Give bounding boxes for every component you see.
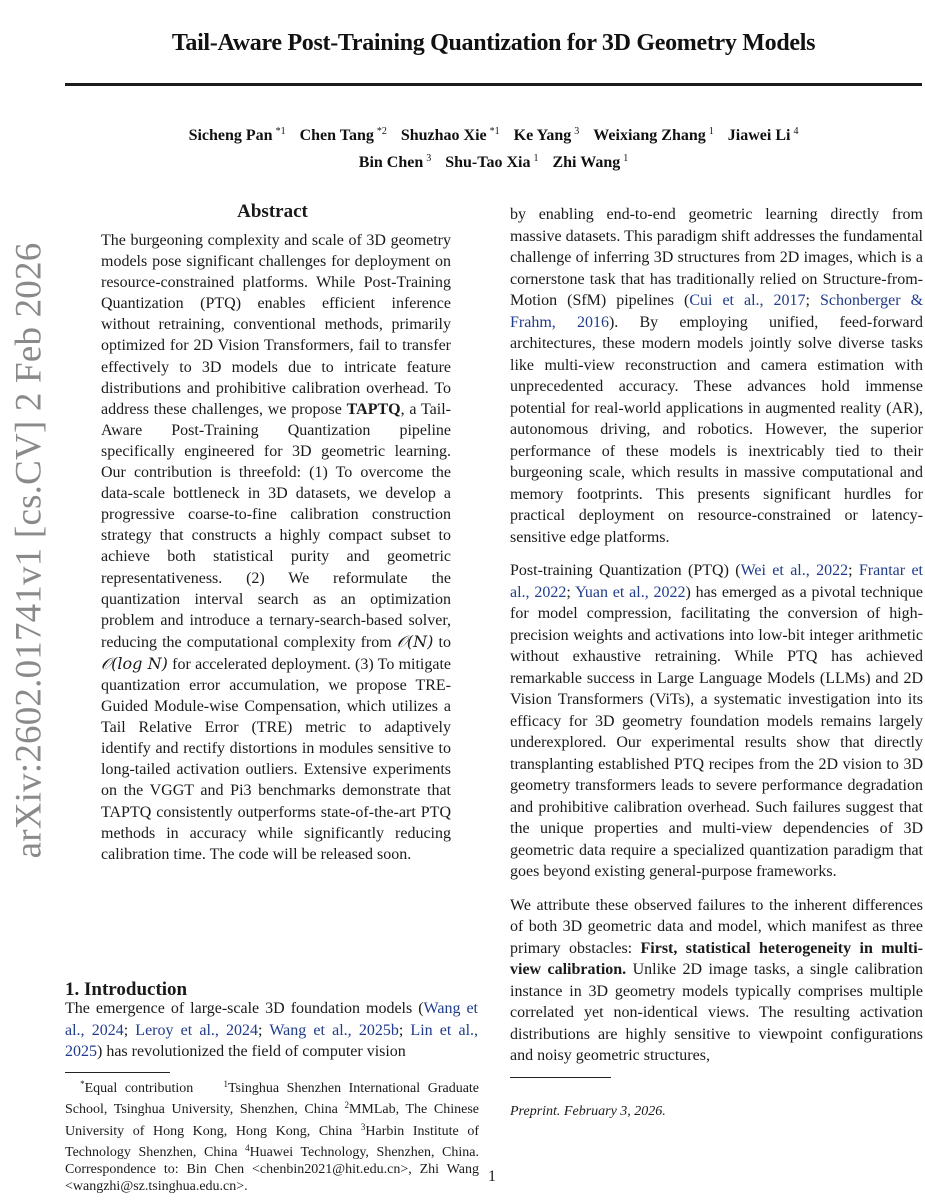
correspondence-note: Correspondence to: Bin Chen <chenbin2021@hit.edu.cn>, Zhi Wang <wangzhi@sz.tsinghua.edu.cn>. (65, 1162, 479, 1195)
author (593, 127, 713, 144)
author-name: Chen Tang (299, 127, 374, 144)
footnote-rule (65, 1072, 170, 1073)
body-text: Unlike 2D image tasks, a single calibration instance in 3D geometry models typically comprises multiple correlated yet non-identical views. The resulting activation distributions are highly sensitive to viewpoint configurations and noisy geometric structures, (510, 961, 924, 1064)
author-affiliation-mark: 3 (426, 153, 432, 164)
citation-link[interactable]: Cui et al., 2017 (689, 292, 806, 309)
abstract-text: to (433, 633, 452, 651)
citation-link[interactable]: Wang et al., 2025b (269, 1021, 399, 1039)
citation-link[interactable]: Wei et al., 2022 (740, 562, 849, 579)
author-affiliation-mark: *1 (489, 126, 500, 137)
title-rule-divider (65, 83, 922, 86)
author-affiliation-mark: *1 (275, 126, 286, 137)
citation-link[interactable]: Lin et al., 2025 (65, 1021, 479, 1060)
complexity-from-math: 𝒪(N) (396, 631, 434, 651)
author (728, 127, 799, 144)
author-list (65, 120, 922, 174)
author-affiliation-mark: 4 (793, 126, 799, 137)
left-column (65, 200, 480, 865)
author (445, 154, 538, 171)
method-name: TAPTQ (346, 400, 401, 418)
right-column (510, 204, 923, 1079)
citation-separator: ; (123, 1021, 136, 1039)
author-line-1 (65, 120, 922, 147)
citation-link[interactable]: Wang et al., 2024 (65, 1000, 479, 1039)
section-heading-introduction: 1. Introduction (65, 978, 188, 1000)
author (300, 127, 387, 144)
footnote-mark: 3 (360, 1121, 366, 1132)
citation-separator: ; (848, 562, 859, 579)
affiliations-footnote (65, 1076, 479, 1196)
abstract-heading: Abstract (237, 201, 308, 222)
complexity-to-math: 𝒪(log N) (101, 653, 168, 673)
arxiv-identifier-stamp (4, 200, 54, 900)
author-line-2 (65, 147, 922, 174)
author-name: Zhi Wang (552, 154, 621, 171)
abstract-body (101, 230, 451, 865)
body-text: We attribute these observed failures to the inherent differences of both 3D geometric data and model, which manifest as three primary obstacles: (510, 896, 923, 957)
citation-link[interactable]: Yuan et al., 2022 (575, 583, 686, 601)
author-affiliation-mark: 1 (623, 153, 629, 164)
obstacle-highlight: First, statistical heterogeneity in multi-view calibration. (510, 939, 923, 978)
footnote-mark: 1 (223, 1079, 228, 1089)
author-affiliation-mark: 3 (574, 126, 580, 137)
author (401, 127, 500, 144)
author-affiliation-mark: 1 (533, 153, 539, 164)
footnote-mark: 2 (344, 1100, 349, 1111)
introduction-paragraph-1-start (65, 998, 478, 1063)
body-text: ) has revolutionized the field of computer vision (97, 1043, 406, 1060)
introduction-paragraph-3 (510, 895, 923, 1067)
body-text: ). By employing unified, feed-forward architectures, these modern models jointly solve diverse tasks like multi-view reconstruction and camera estimation with unprecedented accuracy. These advances hold immense potential for real-world applications in augmented reality (AR), autonomous driving, and robotics. However, the superior performance of these models is inextricably tied to their burgeoning scale, which results in massive computational and memory footprints. This presents significant hurdles for practical deployment on resource-constrained or latency-sensitive edge platforms. (510, 313, 923, 546)
author (514, 127, 580, 144)
body-text: The emergence of large-scale 3D foundation models ( (65, 1000, 424, 1017)
abstract-text: The burgeoning complexity and scale of 3D geometry models pose significant challenges for deployment on resource-constrained platforms. While Post-Training Quantization (PTQ) enables efficient inference without retraining, conventional methods, primarily optimized for 2D Vision Transformers, fail to transfer effectively to 3D models due to intricate feature distributions and prohibitive calibration overhead. To address these challenges, we propose (101, 232, 451, 418)
introduction-paragraph-2 (510, 560, 923, 883)
author-name: Bin Chen (358, 154, 424, 171)
citation-separator: ; (258, 1021, 270, 1039)
affiliation-4: Huawei Technology, Shenzhen, China. (249, 1144, 479, 1160)
arxiv-identifier-text: arXiv:2602.01741v1 [cs.CV] 2 Feb 2026 (8, 242, 50, 858)
abstract-text: , a Tail-Aware Post-Training Quantization pipeline specifically engineered for 3D geometric learning. Our contribution is threefold: (1) To overcome the data-scale bottleneck in 3D datasets, we develop a progressive coarse-to-fine calibration construction strategy that constructs a highly compact subset to achieve both statistical purity and geometric representativeness. (2) We reformulate the quantization interval search as an optimization problem and introduce a ternary-search-based solver, reducing the computational complexity from (101, 400, 451, 651)
citation-separator: ; (805, 292, 820, 309)
abstract-text: for accelerated deployment. (3) To mitigate quantization error accumulation, we propose TRE-Guided Module-wise Compensation, which utilizes a Tail Relative Error (TRE) metric to adaptively identify and rectify distortions in modules sensitive to long-tailed activation outliers. Extensive experiments on the VGGT and Pi3 benchmarks demonstrate that TAPTQ consistently outperforms state-of-the-art PTQ methods in accuracy while significantly reducing calibration time. The code will be released soon. (101, 655, 451, 863)
author (552, 154, 628, 171)
introduction-paragraph-1-continued (510, 204, 923, 548)
author-name: Jiawei Li (727, 127, 791, 144)
citation-separator: ; (398, 1021, 411, 1039)
affiliation-1: Tsinghua Shenzhen International Graduate School, Tsinghua University, Shenzhen, China (65, 1081, 480, 1118)
footnote-rule (510, 1077, 611, 1078)
body-text: ) has emerged as a pivotal technique for model compression, facilitating the conversion of high-precision weights and activations into low-bit integer arithmetic without exhaustive retraining. While PTQ has achieved remarkable success in Large Language Models (LLMs) and 2D Vision Transformers (ViTs), a systematic investigation into its efficacy for 3D geometry foundation models remains largely underexplored. Our experimental results show that directly transplanting established PTQ recipes from the 2D vision to 3D geometry transformers leads to severe performance degradation and prohibitive calibration overhead. Such failures suggest that the unique properties and multi-view dependencies of 3D geometric data require a specialized quantization paradigm that goes beyond existing general-purpose frameworks. (510, 583, 923, 880)
equal-contribution-note: Equal contribution (84, 1081, 194, 1096)
author-affiliation-mark: 1 (708, 126, 714, 137)
author-name: Ke Yang (513, 127, 572, 144)
author (189, 127, 286, 144)
author-name: Weixiang Zhang (593, 127, 706, 144)
citation-link[interactable]: Leroy et al., 2024 (135, 1021, 259, 1039)
footnote-mark: * (80, 1079, 85, 1089)
author-name: Shuzhao Xie (400, 127, 487, 144)
preprint-note: Preprint. February 3, 2026. (510, 1104, 666, 1119)
author (359, 154, 431, 171)
body-text: by enabling end-to-end geometric learning directly from massive datasets. This paradigm shift addresses the fundamental challenge of inferring 3D structures from 2D images, which is a cornerstone task that has traditionally relied on Structure-from-Motion (SfM) pipelines ( (510, 206, 923, 309)
body-text: Post-training Quantization (PTQ) ( (510, 562, 741, 579)
author-name: Shu-Tao Xia (445, 154, 531, 171)
affiliation-3: Harbin Institute of Technology Shenzhen, China (65, 1123, 480, 1160)
footnote-mark: 4 (245, 1142, 250, 1153)
page-number: 1 (488, 1168, 496, 1185)
citation-link[interactable]: Frantar et al., 2022 (510, 562, 923, 601)
affiliation-2: MMLab, The Chinese University of Hong Kong, Hong Kong, China (65, 1102, 480, 1139)
author-name: Sicheng Pan (188, 127, 273, 144)
author-affiliation-mark: *2 (376, 126, 387, 137)
citation-link[interactable]: Schonberger & Frahm, 2016 (510, 292, 924, 331)
citation-separator: ; (566, 583, 576, 601)
paper-title: Tail-Aware Post-Training Quantization for 3D Geometry Models (171, 30, 816, 56)
